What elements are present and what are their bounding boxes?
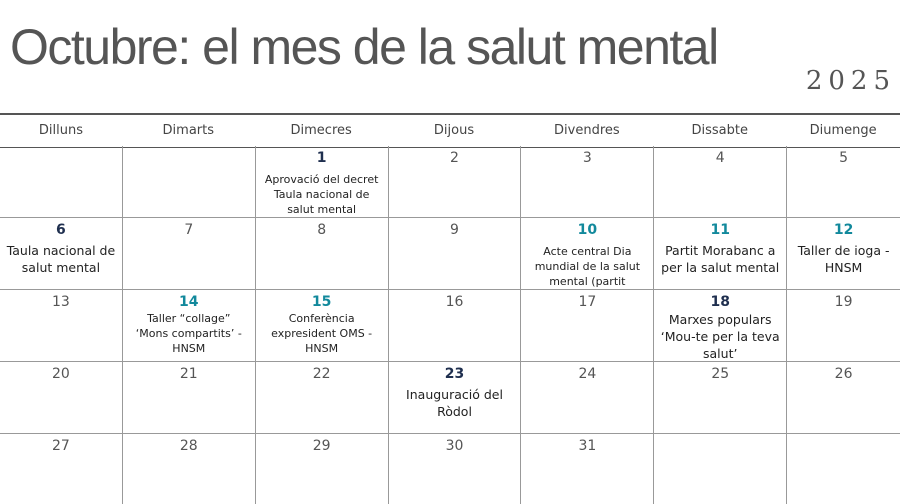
calendar-cell-day-15[interactable] (255, 290, 388, 361)
weekday-monday: Dilluns (38, 123, 83, 138)
day-number: 15 (311, 294, 332, 310)
day-number: 3 (582, 150, 592, 166)
calendar-week (0, 218, 900, 290)
event-text: Partit Morabanc a per la salut mental (661, 243, 780, 275)
day-number: 7 (184, 222, 194, 238)
day-number: 24 (578, 366, 597, 382)
day-number: 31 (578, 438, 597, 454)
calendar-cell-day-31[interactable] (520, 434, 653, 504)
weekday-header (0, 113, 900, 148)
calendar-cell-day-3[interactable] (520, 146, 653, 217)
day-number: 22 (312, 366, 331, 382)
calendar-cell-empty (786, 434, 900, 504)
calendar-cell-day-2[interactable] (388, 146, 521, 217)
day-number: 21 (179, 366, 198, 382)
event-text: Inauguració del Ròdol (406, 387, 503, 419)
calendar-cell-day-28[interactable] (122, 434, 255, 504)
calendar-cell-empty (653, 434, 786, 504)
calendar-week (0, 434, 900, 504)
event-text: Marxes populars ‘Mou-te per la teva salut’ (660, 312, 780, 361)
weekday-friday: Divendres (554, 123, 620, 138)
calendar-cell-day-10[interactable] (520, 218, 653, 289)
day-number: 25 (711, 366, 730, 382)
calendar-cell-day-24[interactable] (520, 362, 653, 433)
calendar-cell-day-4[interactable] (653, 146, 786, 217)
calendar-cell-day-12[interactable] (786, 218, 900, 289)
day-number: 4 (715, 150, 725, 166)
event-text: Acte central Dia mundial de la salut mental (partit (534, 245, 641, 288)
calendar-cell-day-20[interactable] (0, 362, 122, 433)
calendar-cell-day-27[interactable] (0, 434, 122, 504)
calendar-cell-day-16[interactable] (388, 290, 521, 361)
day-number: 13 (52, 294, 70, 310)
day-number: 18 (710, 294, 730, 310)
year-label: 2025 (805, 66, 896, 96)
event-text: Taller de ioga - HNSM (797, 243, 890, 275)
day-number: 6 (56, 222, 66, 238)
day-number: 12 (833, 222, 854, 238)
calendar-cell-day-8[interactable] (255, 218, 388, 289)
event-text: Conferència expresident OMS - HNSM (271, 312, 373, 355)
day-number: 11 (710, 222, 730, 238)
day-number: 1 (316, 150, 327, 166)
day-number: 16 (445, 294, 464, 310)
calendar-cell-empty (0, 146, 122, 217)
day-number: 5 (839, 150, 849, 166)
calendar-week (0, 362, 900, 434)
calendar-cell-day-6[interactable] (0, 218, 122, 289)
day-number: 8 (317, 222, 327, 238)
calendar-week (0, 290, 900, 362)
calendar-cell-day-22[interactable] (255, 362, 388, 433)
day-number: 10 (577, 222, 598, 238)
event-text: Taula nacional de salut mental (6, 243, 116, 275)
calendar-cell-day-19[interactable] (786, 290, 900, 361)
calendar-cell-day-7[interactable] (122, 218, 255, 289)
calendar-cell-day-14[interactable] (122, 290, 255, 361)
weekday-sunday: Diumenge (809, 123, 877, 138)
calendar-cell-empty (122, 146, 255, 217)
calendar-cell-day-18[interactable] (653, 290, 786, 361)
page-title: Octubre: el mes de la salut mental (10, 19, 718, 75)
day-number: 19 (834, 294, 853, 310)
day-number: 2 (450, 150, 459, 166)
calendar-cell-day-23[interactable] (388, 362, 521, 433)
day-number: 17 (578, 294, 597, 310)
day-number: 9 (450, 222, 459, 238)
event-text: Taller “collage” ‘Mons compartits’ - HNSM (135, 312, 242, 355)
calendar-cell-day-11[interactable] (653, 218, 786, 289)
calendar-cell-day-17[interactable] (520, 290, 653, 361)
calendar-week (0, 146, 900, 218)
event-text: Aprovació del decret Taula nacional de salut mental (264, 173, 379, 216)
calendar-cell-day-1[interactable] (255, 146, 388, 217)
calendar-cell-day-29[interactable] (255, 434, 388, 504)
calendar-cell-day-25[interactable] (653, 362, 786, 433)
day-number: 14 (179, 294, 199, 310)
calendar-cell-day-30[interactable] (388, 434, 521, 504)
calendar-cell-day-26[interactable] (786, 362, 900, 433)
day-number: 29 (312, 438, 331, 454)
weekday-saturday: Dissabte (691, 123, 748, 138)
day-number: 26 (834, 366, 853, 382)
weekday-tuesday: Dimarts (162, 123, 215, 138)
day-number: 30 (445, 438, 464, 454)
calendar-cell-day-13[interactable] (0, 290, 122, 361)
weekday-thursday: Dijous (433, 123, 475, 138)
weekday-wednesday: Dimecres (290, 123, 352, 138)
calendar-grid (0, 146, 900, 504)
calendar-cell-day-5[interactable] (786, 146, 900, 217)
day-number: 20 (52, 366, 70, 382)
calendar-cell-day-9[interactable] (388, 218, 521, 289)
day-number: 27 (52, 438, 70, 454)
day-number: 28 (179, 438, 198, 454)
day-number: 23 (444, 366, 465, 382)
calendar-cell-day-21[interactable] (122, 362, 255, 433)
